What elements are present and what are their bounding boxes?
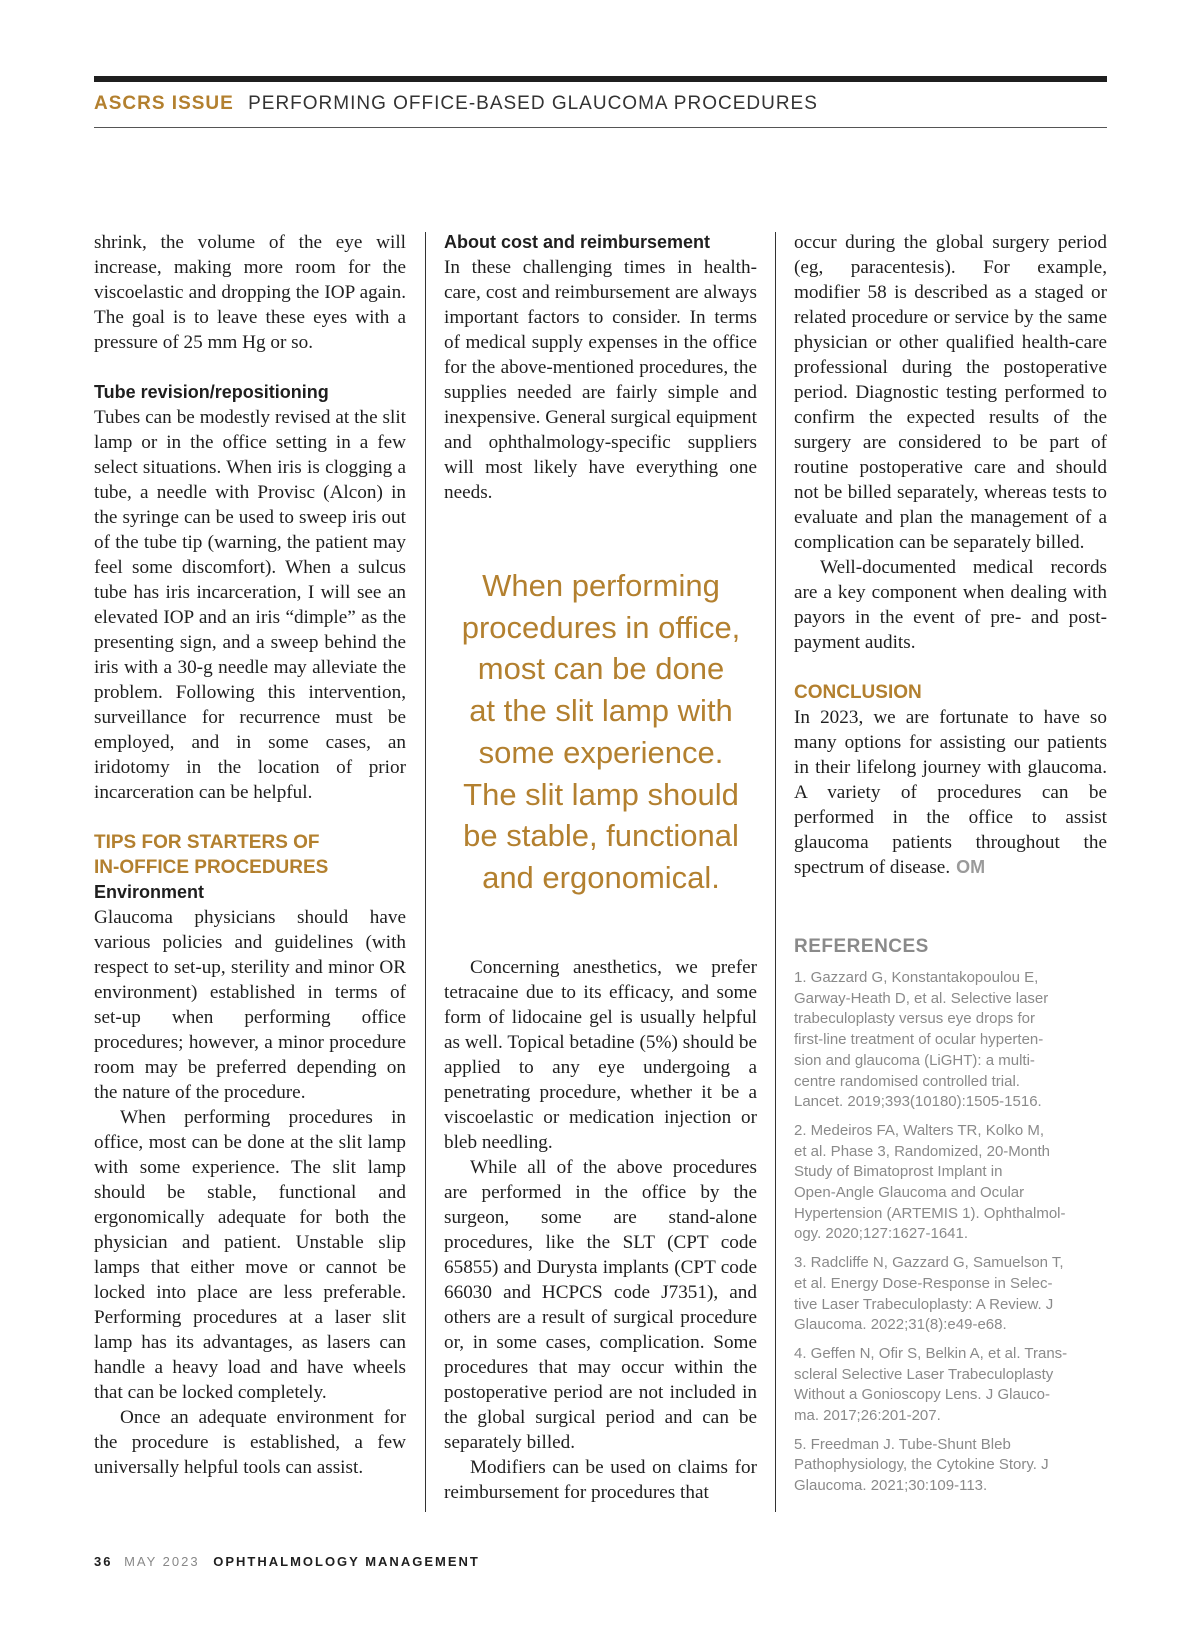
reference-line: Hypertension (ARTEMIS 1). Ophthalmol- [794,1204,1066,1222]
pull-quote-line: and ergonomical. [482,859,720,895]
reference-line: Lancet. 2019;393(10180):1505-1516. [794,1093,1042,1111]
body-paragraph: Once an adequate environment for the procedure is established, a few universally helpful tools can assist. [94,1407,406,1478]
pull-quote-line: at the slit lamp with [469,693,733,729]
reference-line: ogy. 2020;127:1627-1641. [794,1225,969,1243]
reference-line: Study of Bimatoprost Implant in [794,1163,1003,1181]
issue-date: MAY 2023 [124,1554,200,1569]
reference-line: 4. Geffen N, Ofir S, Belkin A, et al. Trans- [794,1344,1068,1362]
column-2-continued [444,955,757,1505]
column-divider-2 [775,232,776,1512]
references-heading: REFERENCES [794,936,929,957]
reference-line: Glaucoma. 2021;30:109-113. [794,1477,988,1495]
subheading-cost-reimbursement: About cost and reimbursement [444,232,711,252]
reference-line: centre randomised controlled trial. [794,1072,1020,1090]
pull-quote-line: procedures in office, [461,609,741,645]
column-3 [794,230,1107,880]
page-footer [94,1554,480,1569]
magazine-name: OPHTHALMOLOGY MANAGEMENT [213,1554,480,1569]
header-kicker: ASCRS ISSUE [94,93,234,114]
reference-line: sion and glaucoma (LiGHT): a multi- [794,1051,1035,1069]
section-heading-line: TIPS FOR STARTERS OF [94,832,320,853]
reference-line: 3. Radcliffe N, Gazzard G, Samuelson T, [794,1254,1064,1272]
header-title: PERFORMING OFFICE-BASED GLAUCOMA PROCEDURES [248,93,818,114]
reference-line: 5. Freedman J. Tube-Shunt Bleb [794,1435,1011,1453]
page-number: 36 [94,1554,113,1569]
top-rule [94,76,1107,82]
reference-line: Pathophysiology, the Cytokine Story. J [794,1456,1049,1474]
subheading-environment: Environment [94,882,205,902]
reference-line: ma. 2017;26:201-207. [794,1407,941,1425]
body-paragraph: occur during the global surgery period (eg, paracentesis). For example, modifier 58 is described as a staged or related procedure or service by the same physician or other qualified health-care professional during the postoperative period. Diagnostic testing performed to confirm the expected results of the surgery are considered to be part of routine postoperative care and should not be billed separately, whereas tests to evaluate and plan the management of a complication can be separately billed. [794,232,1107,553]
body-paragraph: While all of the above procedures are performed in the office by the surgeon, some are stand-alone procedures, like the SLT (CPT code 65855) and Durysta implants (CPT code 66030 and HCPCS code J7351), and others are a result of surgical procedure or, in some cases, complication. Some procedures that may occur within the postoperative period are not included in the global surgical period and can be separately billed. [444,1157,757,1453]
body-paragraph: Concerning anesthetics, we prefer tetracaine due to its efficacy, and some form of lidocaine gel is usually helpful as well. Topical betadine (5%) should be applied to any eye undergoing a penetrating procedure, whether it be a viscoelastic or medication injection or bleb needling. [444,957,757,1153]
section-heading-line: IN-OFFICE PROCEDURES [94,857,329,878]
reference-line: 2. Medeiros FA, Walters TR, Kolko M, [794,1121,1045,1139]
subheading-tube-revision: Tube revision/repositioning [94,382,329,402]
body-paragraph: Well-documented medical records are a key component when dealing with payors in the event of pre- and post-payment audits. [794,557,1107,653]
reference-line: 1. Gazzard G, Konstantakopoulou E, [794,969,1039,986]
column-1 [94,230,406,1480]
running-header [94,93,1107,115]
reference-line: Garway-Heath D, et al. Selective laser [794,989,1049,1007]
reference-line: et al. Phase 3, Randomized, 20-Month [794,1142,1050,1160]
signoff-mark: OM [956,857,986,877]
section-heading-tips [94,830,406,880]
header-rule [94,127,1107,128]
reference-item [794,968,1114,1113]
section-heading-conclusion: CONCLUSION [794,682,922,703]
body-paragraph: shrink, the volume of the eye will increase, making more room for the viscoelastic and dropping the IOP again. The goal is to leave these eyes with a pressure of 25 mm Hg or so. [94,232,406,353]
body-paragraph: Tubes can be modestly revised at the slit lamp or in the office setting in a few select situations. When iris is clogging a tube, a needle with Provisc (Alcon) in the syringe can be used to sweep iris out of the tube tip (warning, the patient may feel some discomfort). When a sulcus tube has iris incarceration, I will see an elevated IOP and an iris “dimple” as the presenting sign, and a sweep behind the iris with a 30-g needle may alleviate the problem. Following this intervention, surveillance for recurrence must be employed, and in some cases, an iridotomy in the location of prior incarceration can be helpful. [94,407,406,803]
reference-item [794,1435,1114,1497]
reference-line: trabeculoplasty versus eye drops for [794,1010,1035,1028]
reference-line: et al. Energy Dose-Response in Selec- [794,1274,1053,1292]
column-2 [444,230,757,505]
body-paragraph: Modifiers can be used on claims for reimbursement for procedures that [444,1457,757,1503]
reference-line: first-line treatment of ocular hyperten- [794,1031,1044,1049]
reference-line: tive Laser Trabeculoplasty: A Review. J [794,1295,1054,1313]
references [794,936,1114,1505]
pull-quote [436,565,766,899]
reference-item [794,1121,1114,1245]
conclusion-text: In 2023, we are fortunate to have so many options for assisting our patients in their lifelong journey with glaucoma. A variety of procedures can be performed in the office to assist glaucoma patients throughout the spectrum of disease. [794,707,1107,878]
body-paragraph: When performing procedures in office, most can be done at the slit lamp with some experience. The slit lamp should be stable, functional and ergonomically adequate for both the physician and patient. Unstable slip lamps that either move or cannot be locked into place are less preferable. Performing procedures at a laser slit lamp has its advantages, as lasers can handle a heavy load and have wheels that can be locked completely. [94,1107,406,1403]
pull-quote-line: The slit lamp should [463,776,739,812]
body-paragraph [794,705,1107,880]
reference-item [794,1344,1114,1427]
body-paragraph: Glaucoma physicians should have various policies and guidelines (with respect to set-up, sterility and minor OR environment) established in terms of set-up when performing office procedures; however, a minor procedure room may be preferred depending on the nature of the procedure. [94,907,406,1103]
body-paragraph: In these challenging times in health-care, cost and reimbursement are always important factors to consider. In terms of medical supply expenses in the office for the above-mentioned procedures, the supplies needed are fairly simple and inexpensive. General surgical equipment and ophthalmology-specific suppliers will most likely have everything one needs. [444,257,757,503]
reference-line: scleral Selective Laser Trabeculoplasty [794,1365,1054,1383]
reference-line: Open-Angle Glaucoma and Ocular [794,1184,1025,1202]
reference-line: Without a Gonioscopy Lens. J Glauco- [794,1386,1050,1404]
reference-line: Glaucoma. 2022;31(8):e49-e68. [794,1316,1007,1334]
pull-quote-line: some experience. [478,734,724,770]
column-divider-1 [425,232,426,1512]
pull-quote-line: be stable, functional [463,818,739,854]
pull-quote-line: When performing [482,568,720,603]
reference-item [794,1253,1114,1336]
pull-quote-line: most can be done [477,651,725,687]
